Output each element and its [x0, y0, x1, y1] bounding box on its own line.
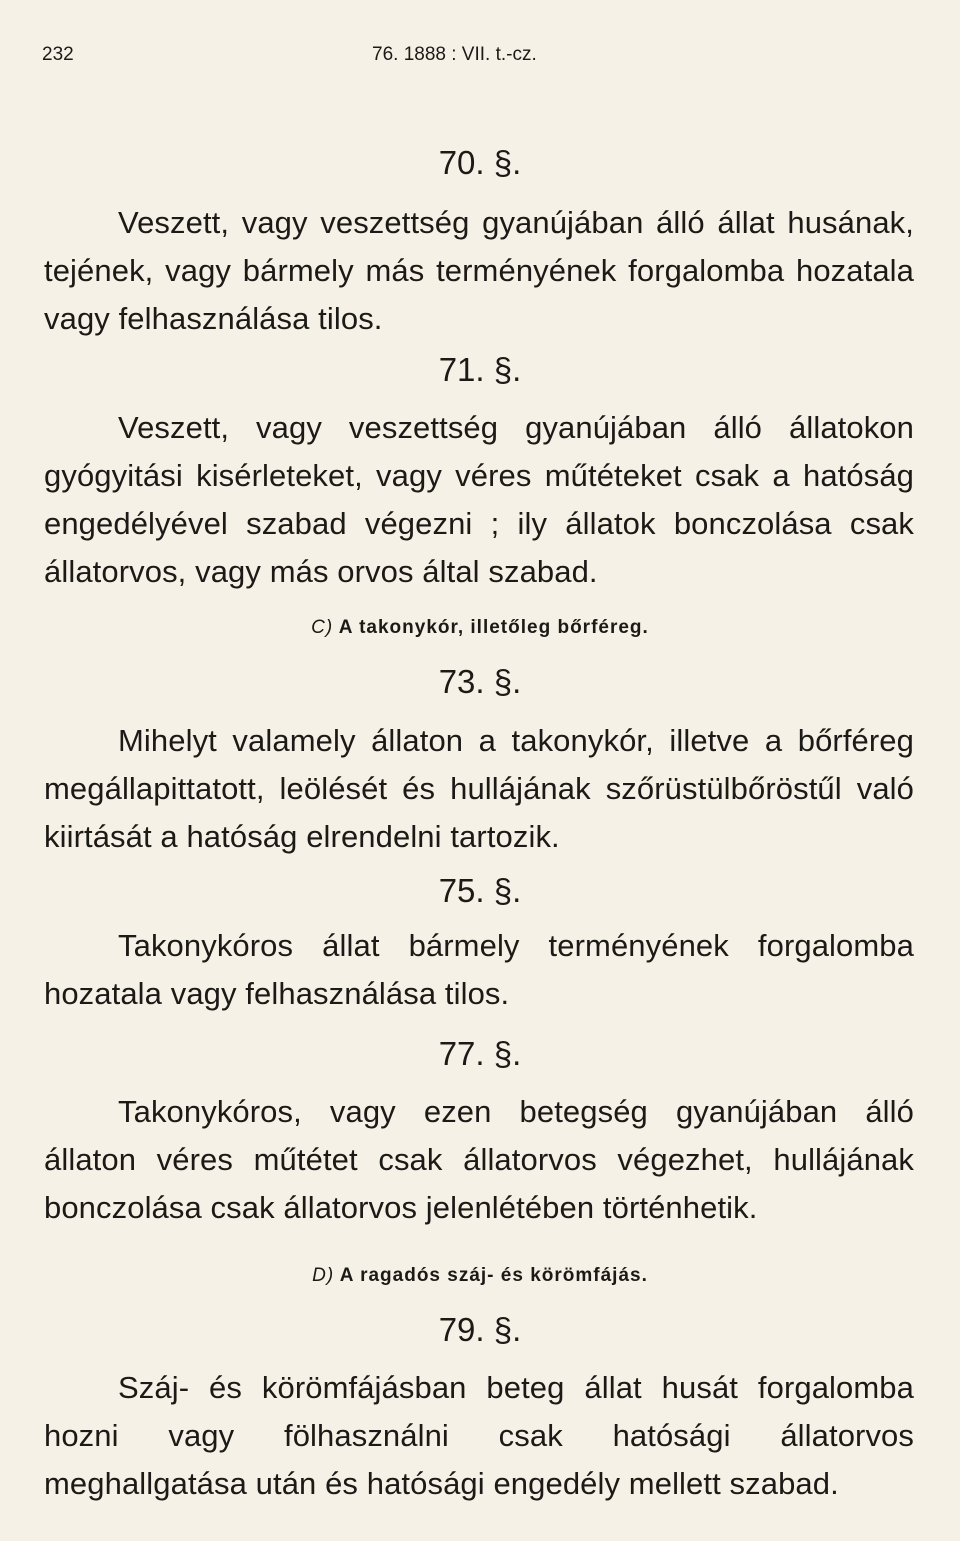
subheading-c-title: A takonykór, illetőleg bőrféreg. — [338, 617, 649, 638]
section-73-number: 73. §. — [438, 663, 522, 700]
section-77-text: Takonykóros, vagy ezen betegség gyanújában álló állaton véres műtétet csak állatorvos végezhet, hullájának bonczolása csak állatorvos jelenlétében történhetik. — [44, 1094, 914, 1225]
section-71-text: Veszett, vagy veszettség gyanújában álló állatokon gyógyitási kisérleteket, vagy véres műtéteket csak a hatóság engedélyével szabad végezni ; ily állatok bonczolása csak állatorvos, vagy más orvos által szabad. — [44, 410, 914, 589]
subheading-d-title: A ragadós száj- és körömfájás. — [339, 1265, 648, 1286]
section-79-number: 79. §. — [438, 1311, 522, 1348]
section-75-number: 75. §. — [438, 872, 522, 909]
section-70-number: 70. §. — [438, 144, 522, 181]
section-71-number: 71. §. — [438, 351, 522, 388]
section-77-number: 77. §. — [438, 1035, 522, 1072]
section-75-text: Takonykóros állat bármely terményének forgalomba hozatala vagy felhasználása tilos. — [44, 928, 914, 1011]
subheading-c — [0, 617, 960, 639]
section-79-text: Száj- és körömfájásban beteg állat husát forgalomba hozni vagy fölhasználni csak hatósági állatorvos meghallgatása után és hatósági engedély mellett szabad. — [44, 1370, 914, 1501]
subheading-d-letter: D) — [312, 1265, 335, 1286]
subheading-d — [0, 1265, 960, 1287]
running-head-title: 76. 1888 : VII. t.-cz. — [372, 44, 537, 65]
subheading-c-letter: C) — [311, 617, 334, 638]
running-head — [42, 44, 918, 74]
section-70-text: Veszett, vagy veszettség gyanújában álló állat husának, tejének, vagy bármely más terményének forgalomba hozatala vagy felhasználása tilos. — [44, 205, 914, 336]
section-73-text: Mihelyt valamely állaton a takonykór, illetve a bőrféreg megállapittatott, leölését és hullájának szőrüstülbőröstűl való kiirtását a hatóság elrendelni tartozik. — [44, 723, 914, 854]
page-number: 232 — [42, 44, 74, 65]
